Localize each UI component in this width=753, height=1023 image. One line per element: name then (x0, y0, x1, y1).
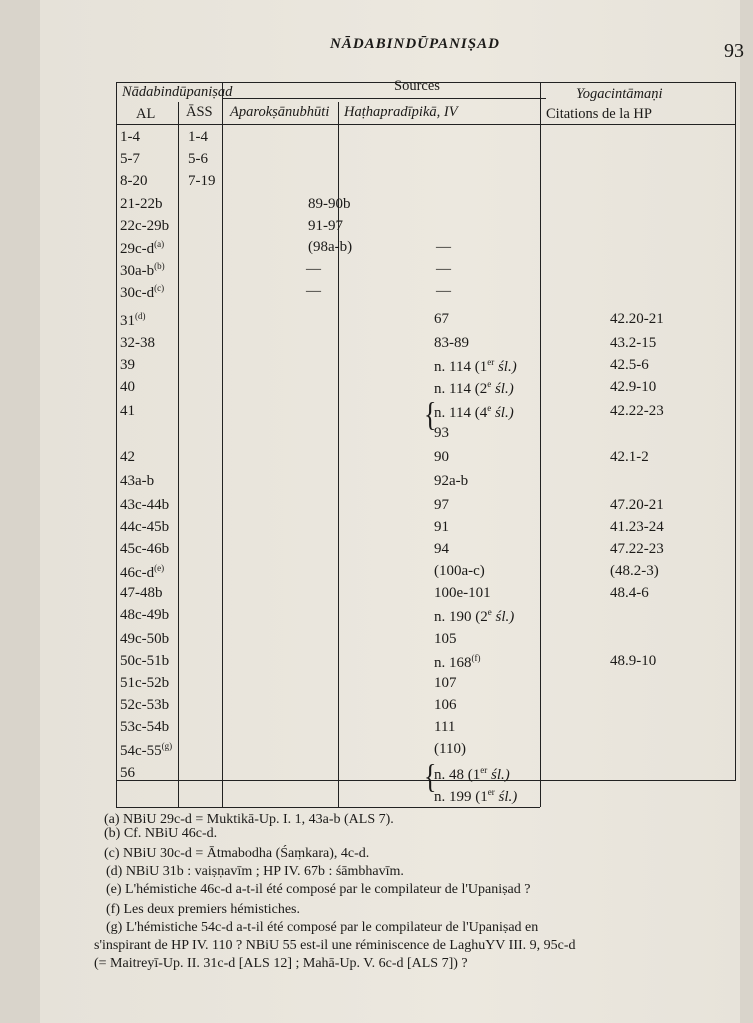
col-rule-left (116, 82, 117, 807)
cell-aparoksanubhuti: 89-90b (308, 196, 351, 212)
cell-hathapradipika: 83-89 (434, 335, 469, 351)
book-page (40, 0, 744, 1023)
cell-citations: 41.23-24 (610, 519, 664, 535)
col-rule-right (735, 82, 736, 780)
header-citations: Citations de la HP (546, 106, 652, 122)
cell-al: 54c-55$^{(g)}$ (120, 741, 173, 759)
cell-al: $46c-d^{(e)}$ (120, 563, 165, 581)
cell-aparoksanubhuti: — (306, 261, 321, 277)
header-bottom-rule (116, 124, 736, 125)
cell-hathapradipika: 97 (434, 497, 449, 513)
header-al: AL (136, 106, 156, 122)
running-title: NĀDABINDŪPANIṢAD (330, 36, 500, 52)
cell-al: 22c-29b (120, 218, 170, 234)
cell-al: 56 (120, 765, 135, 781)
cell-citations: 48.9-10 (610, 653, 657, 669)
cell-hathapradipika: 105 (434, 631, 457, 647)
cell-al: 21-22b (120, 196, 163, 212)
cell-al: 47-48b (120, 585, 163, 601)
footnote: (d) NBiU 31b : vaiṣṇavīm ; HP IV. 67b : śāmbhavīm. (106, 864, 404, 879)
cell-hathapradipika: n. 190 (2e śl.) (434, 607, 515, 625)
footnote: s'inspirant de HP IV. 110 ? NBiU 55 est-il une réminiscence de LaghuYV III. 9, 95c-d (94, 938, 576, 953)
cell-al: 50c-51b (120, 653, 170, 669)
cell-citations: 48.4-6 (610, 585, 649, 601)
cell-aparoksanubhuti: (98a-b) (308, 239, 353, 255)
footnote: (a) NBiU 29c-d = Muktikā-Up. I. 1, 43a-b (ALS 7). (104, 812, 394, 827)
cell-citations: 42.9-10 (610, 379, 657, 395)
cell-citations: 43.2-15 (610, 335, 657, 351)
cell-hathapradipika: n. 114 (4e śl.) (434, 403, 514, 421)
cell-al: 48c-49b (120, 607, 170, 623)
concordance-table (116, 72, 736, 808)
footnote: (= Maitreyī-Up. II. 31c-d [ALS 12] ; Mahā-Up. V. 6c-d [ALS 7]) ? (94, 956, 468, 971)
cell-al: 39 (120, 357, 135, 373)
header-nadabindu: Nādabindūpaniṣad (122, 84, 233, 100)
cell-al: 43c-44b (120, 497, 170, 513)
cell-aparoksanubhuti: — (306, 283, 321, 299)
cell-hathapradipika: — (436, 261, 451, 277)
cell-hathapradipika: n. 168$^{(f)}$ (434, 653, 481, 671)
footnote: (g) L'hémistiche 54c-d a-t-il été composé par le compilateur de l'Upaniṣad en (106, 920, 539, 935)
cell-hathapradipika: 94 (434, 541, 449, 557)
cell-al: 42 (120, 449, 135, 465)
cell-al: 44c-45b (120, 519, 170, 535)
sources-underline (222, 98, 546, 99)
cell-citations: 42.1-2 (610, 449, 649, 465)
footnote: (c) NBiU 30c-d = Ātmabodha (Śaṃkara), 4c-d. (104, 846, 370, 861)
cell-al: $30c-d^{(c)}$ (120, 283, 165, 301)
cell-al: $29c-d^{(a)}$ (120, 239, 165, 257)
cell-al: 45c-46b (120, 541, 170, 557)
cell-al: 41 (120, 403, 135, 419)
cell-aparoksanubhuti: 91-97 (308, 218, 343, 234)
cell-ass: 1-4 (188, 129, 208, 145)
cell-al: 43a-b (120, 473, 155, 489)
header-aparoksanubhuti: Aparokṣānubhūti (230, 104, 330, 120)
footnote: (b) Cf. NBiU 46c-d. (104, 826, 218, 841)
cell-al: 1-4 (120, 129, 140, 145)
cell-al: 52c-53b (120, 697, 170, 713)
cell-hathapradipika: n. 114 (1er śl.) (434, 357, 517, 375)
header-hathapradipika: Haṭhapradīpikā, IV (344, 104, 458, 120)
cell-al: 49c-50b (120, 631, 170, 647)
cell-citations: 42.5-6 (610, 357, 649, 373)
cell-hathapradipika: n. 48 (1er śl.) (434, 765, 510, 783)
brace-mark: { (424, 757, 437, 796)
cell-hathapradipika: — (436, 283, 451, 299)
cell-hathapradipika: 91 (434, 519, 449, 535)
cell-hathapradipika: 92a-b (434, 473, 469, 489)
col-rule-al (178, 102, 179, 807)
cell-hathapradipika-second: 93 (434, 425, 449, 441)
cell-citations: 47.20-21 (610, 497, 664, 513)
cell-citations: (48.2-3) (610, 563, 659, 579)
footnote: (f) Les deux premiers hémistiches. (106, 902, 300, 917)
cell-al: 5-7 (120, 151, 140, 167)
cell-al: 51c-52b (120, 675, 170, 691)
cell-hathapradipika: (100a-c) (434, 563, 485, 579)
brace-mark: { (424, 395, 437, 434)
col-rule-ass (222, 82, 223, 807)
header-yogacintamani: Yogacintāmaṇi (576, 86, 663, 102)
cell-hathapradipika: 111 (434, 719, 456, 735)
header-sources: Sources (394, 78, 440, 94)
cell-hathapradipika-second: n. 199 (1er śl.) (434, 787, 518, 805)
cell-hathapradipika: (110) (434, 741, 466, 757)
cell-citations: 47.22-23 (610, 541, 664, 557)
header-ass: ĀSS (186, 104, 213, 120)
cell-al: 31$^{(d)}$ (120, 311, 146, 329)
footnote: (e) L'hémistiche 46c-d a-t-il été composé par le compilateur de l'Upaniṣad ? (106, 882, 531, 897)
cell-citations: 42.20-21 (610, 311, 664, 327)
cell-al: 8-20 (120, 173, 148, 189)
cell-hathapradipika: 107 (434, 675, 457, 691)
cell-hathapradipika: 106 (434, 697, 457, 713)
col-rule-hatha (540, 82, 541, 807)
cell-al: 40 (120, 379, 135, 395)
cell-al: 53c-54b (120, 719, 170, 735)
cell-citations: 42.22-23 (610, 403, 664, 419)
cell-ass: 7-19 (188, 173, 216, 189)
cell-hathapradipika: 100e-101 (434, 585, 491, 601)
cell-hathapradipika: 90 (434, 449, 449, 465)
cell-al: 32-38 (120, 335, 155, 351)
page-number: 93 (724, 40, 744, 62)
cell-ass: 5-6 (188, 151, 208, 167)
cell-hathapradipika: — (436, 239, 451, 255)
cell-al: $30a-b^{(b)}$ (120, 261, 165, 279)
cell-hathapradipika: n. 114 (2e śl.) (434, 379, 514, 397)
cell-hathapradipika: 67 (434, 311, 449, 327)
table-bottom-rule (116, 807, 540, 808)
